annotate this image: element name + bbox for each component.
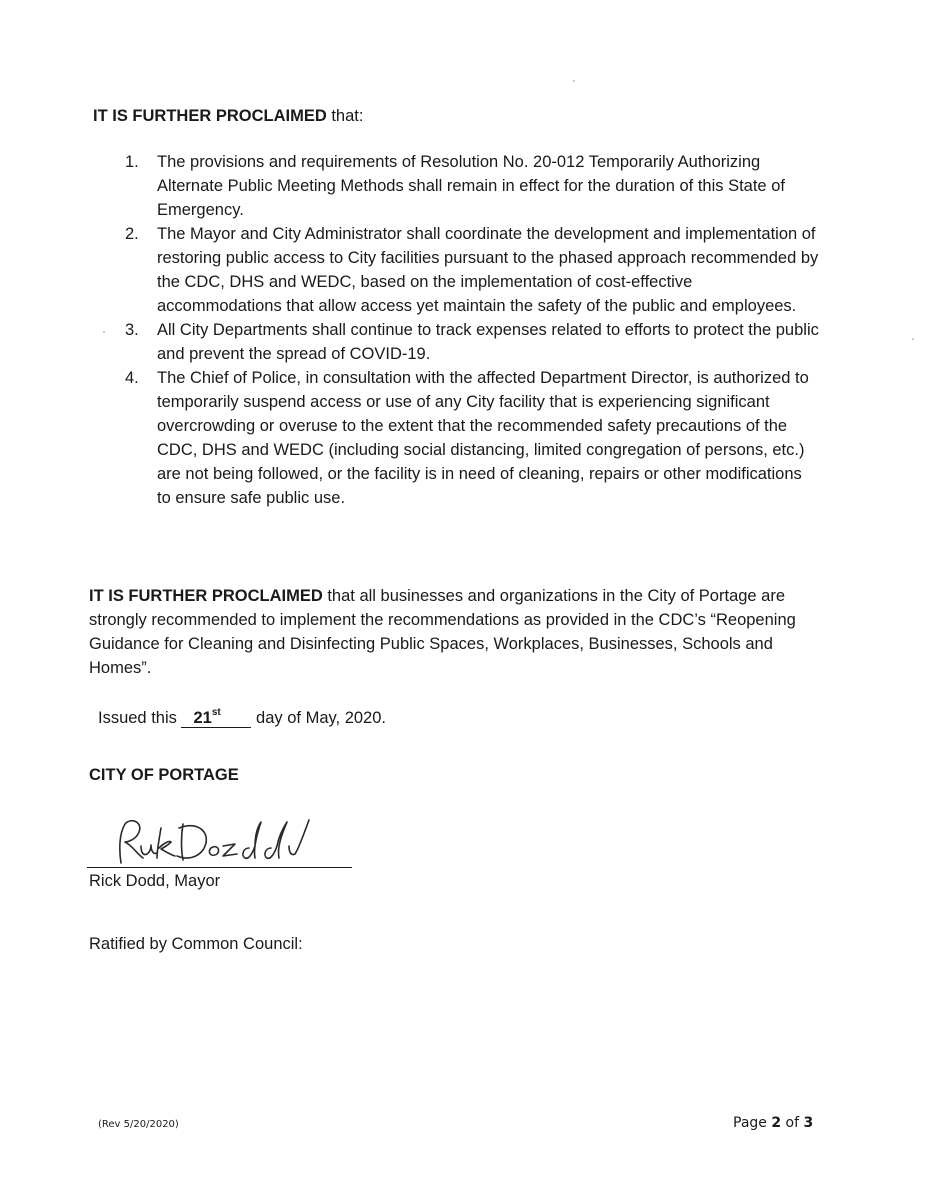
provision-text: All City Departments shall continue to track expenses related to efforts to protect the public and prevent the spread of COVID-19. [157,321,819,363]
issued-day-blank [181,704,251,728]
provision-number: 1. [125,153,139,171]
provision-item [120,318,820,366]
scan-speck [103,331,105,333]
further-proclaimed-lead: IT IS FURTHER PROCLAIMED [89,587,323,605]
provision-item [120,150,820,222]
page-total: 3 [803,1115,814,1131]
issued-day-suffix: st [211,707,221,718]
provision-text: The Chief of Police, in consultation with the affected Department Director, is authorized to temporarily suspend access or use of any City facility that is experiencing significant overcrowding or overuse to the extent that the recommended safety precautions of the CDC, DHS and WEDC (including social distancing, limited congregation of persons, etc.) are not being followed, or the facility is in need of cleaning, repairs or other modifications to ensure safe public use. [157,369,809,507]
provision-number: 2. [125,225,139,243]
issued-suffix: day of May, 2020. [251,709,386,727]
city-title: CITY OF PORTAGE [89,766,239,784]
provision-number: 4. [125,369,139,387]
issued-prefix: Issued this [98,709,182,727]
mayor-signature [103,818,313,868]
scan-speck [573,80,575,82]
signature-line [87,867,352,868]
issued-date-line [98,704,386,729]
provision-text: The provisions and requirements of Resolution No. 20-012 Temporarily Authorizing Alternate Public Meeting Methods shall remain in effect for the duration of this State of Emergency. [157,153,785,219]
page-current: 2 [771,1115,782,1131]
provision-item [120,222,820,318]
provision-item [120,366,820,510]
signer-name: Rick Dodd, Mayor [89,872,221,890]
further-proclaimed-rest: that: [326,107,364,125]
provision-text: The Mayor and City Administrator shall coordinate the development and implementation of restoring public access to City facilities pursuant to the phased approach recommended by the CDC, DHS and WEDC, based on the implementation of cost-effective accommodations that allow access yet maintain the safety of the public and employees. [157,225,819,315]
business-recommendation-text: that all businesses and organizations in the City of Portage are strongly recommended to implement the recommendations as provided in the CDC’s “Reopening Guidance for Cleaning and Disinfecting Public Spaces, Workplaces, Businesses, Schools and Homes”. [89,587,796,677]
business-recommendation-paragraph [89,584,829,680]
further-proclaimed-heading [93,106,363,126]
page-number [733,1114,813,1132]
page-label: Page [733,1115,772,1131]
revision-note: (Rev 5/20/2020) [98,1119,179,1130]
ratified-by-council: Ratified by Common Council: [89,935,303,953]
provision-number: 3. [125,321,139,339]
further-proclaimed-lead: IT IS FURTHER PROCLAIMED [93,107,327,125]
page-of: of [781,1115,804,1131]
scan-speck [912,338,914,340]
provisions-list [120,150,820,510]
issued-day: 21 [193,709,212,727]
